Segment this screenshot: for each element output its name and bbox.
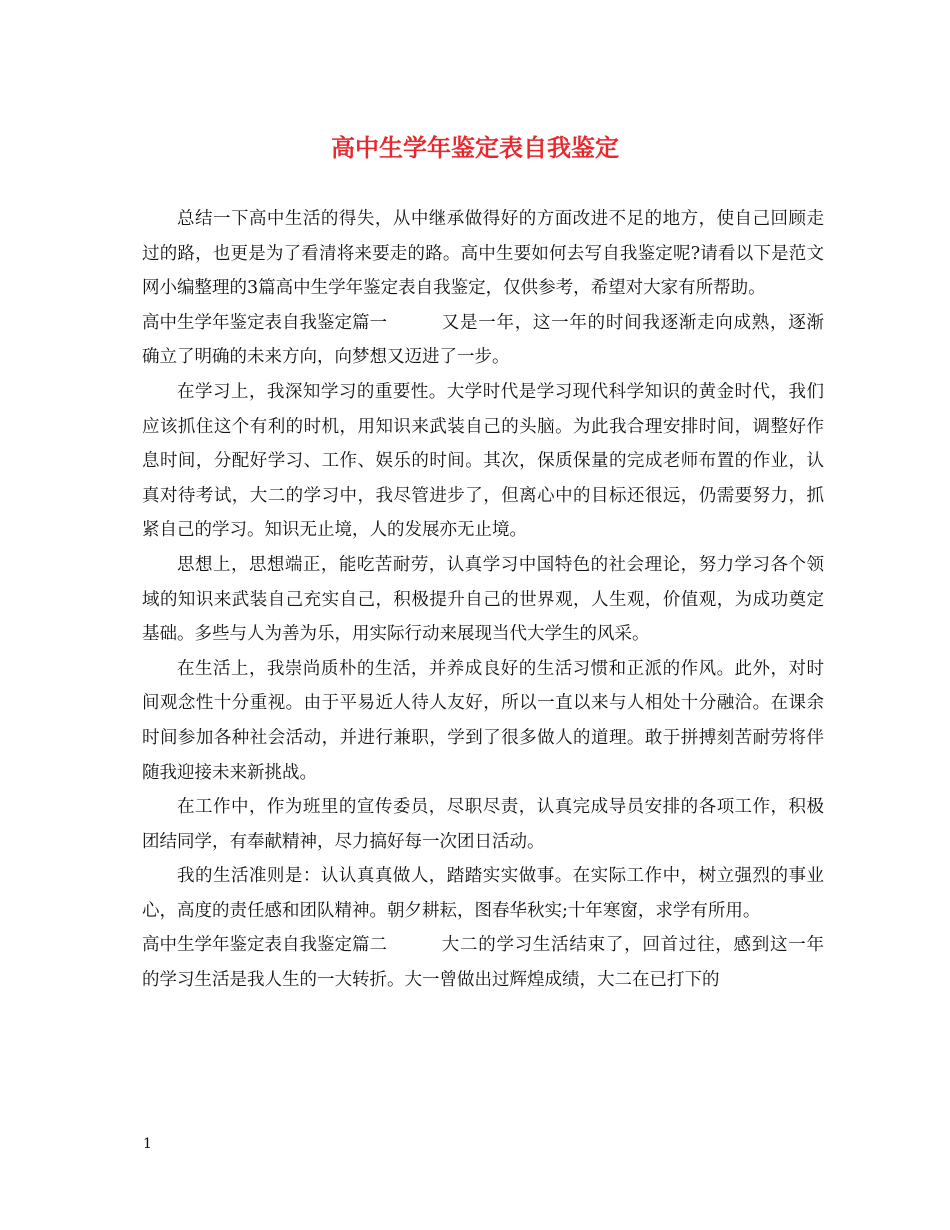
principle-paragraph xyxy=(142,859,824,928)
paragraph-text: 我的生活准则是：认认真真做人，踏踏实实做事。在实际工作中，树立强烈的事业心，高度的责任感和团队精神。朝夕耕耘，图春华秋实;十年寒窗，求学有所用。 xyxy=(142,866,824,921)
section-two-paragraph xyxy=(142,928,824,997)
work-paragraph xyxy=(142,790,824,859)
page-number: 1 xyxy=(143,1136,152,1152)
paragraph-text: 总结一下高中生活的得失，从中继承做得好的方面改进不足的地方，使自己回顾走过的路，也更是为了看清将来要走的路。高中生要如何去写自我鉴定呢?请看以下是范文网小编整理的3篇高中生学年鉴定表自我鉴定，仅供参考，希望对大家有所帮助。 xyxy=(142,209,824,299)
study-paragraph xyxy=(142,375,824,548)
paragraph-text: 在工作中，作为班里的宣传委员，尽职尽责，认真完成导员安排的各项工作，积极团结同学，有奉献精神，尽力搞好每一次团日活动。 xyxy=(142,797,824,852)
intro-paragraph xyxy=(142,202,824,306)
paragraph-text: 大二的学习生活结束了，回首过往，感到这一年的学习生活是我人生的一大转折。大一曾做出过辉煌成绩，大二在已打下的 xyxy=(142,935,824,991)
document-body xyxy=(142,202,824,998)
paragraph-text: 又是一年，这一年的时间我逐渐走向成熟，逐渐确立了明确的未来方向，向梦想又迈进了一步。 xyxy=(142,312,824,368)
life-paragraph xyxy=(142,652,824,790)
document-title: 高中生学年鉴定表自我鉴定 xyxy=(331,134,619,162)
section-heading: 高中生学年鉴定表自我鉴定篇二 xyxy=(142,935,387,956)
paragraph-text: 在学习上，我深知学习的重要性。大学时代是学习现代科学知识的黄金时代，我们应该抓住这个有利的时机，用知识来武装自己的头脑。为此我合理安排时间，调整好作息时间，分配好学习、工作、娱乐的时间。其次，保质保量的完成老师布置的作业，认真对待考试，大二的学习中，我尽管进步了，但离心中的目标还很远，仍需要努力，抓紧自己的学习。知识无止境，人的发展亦无止境。 xyxy=(142,381,824,541)
section-heading: 高中生学年鉴定表自我鉴定篇一 xyxy=(142,312,387,333)
paragraph-text: 思想上，思想端正，能吃苦耐劳，认真学习中国特色的社会理论，努力学习各个领域的知识来武装自己充实自己，积极提升自己的世界观，人生观，价值观，为成功奠定基础。多些与人为善为乐，用实际行动来展现当代大学生的风采。 xyxy=(142,554,824,645)
paragraph-text: 在生活上，我崇尚质朴的生活，并养成良好的生活习惯和正派的作风。此外，对时间观念性十分重视。由于平易近人待人友好，所以一直以来与人相处十分融洽。在课余时间参加各种社会活动，并进行兼职，学到了很多做人的道理。敢于拼搏刻苦耐劳将伴随我迎接未来新挑战。 xyxy=(142,658,824,783)
section-one-paragraph xyxy=(142,306,824,375)
thought-paragraph xyxy=(142,548,824,652)
